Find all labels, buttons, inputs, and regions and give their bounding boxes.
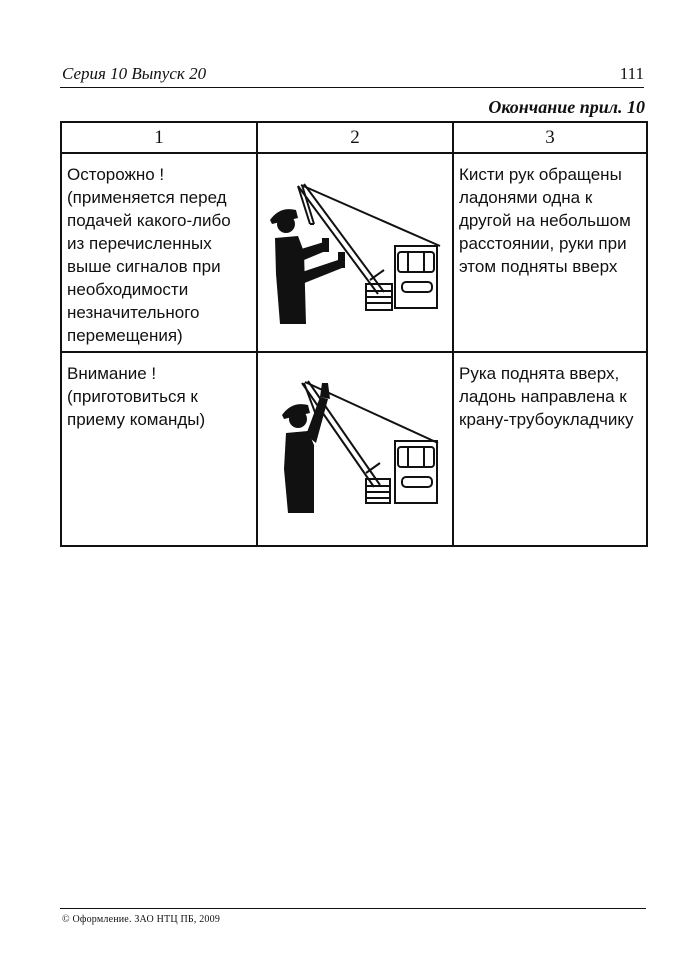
column-header: 1 xyxy=(61,122,257,153)
signal-description-cell: Рука поднята вверх, ладонь направлена к крану-трубоукладчику xyxy=(453,352,647,546)
signal-name-cell: Внимание ! (приготовиться к приему команды) xyxy=(61,352,257,546)
column-header: 3 xyxy=(453,122,647,153)
signal-description-cell: Кисти рук обращены ладонями одна к другой на небольшом расстоянии, руки при этом подняты вверх xyxy=(453,153,647,352)
attention-signal-illustration xyxy=(258,353,454,532)
footer-divider xyxy=(60,908,646,909)
page-number: 111 xyxy=(619,64,644,83)
column-header: 2 xyxy=(257,122,453,153)
table-row xyxy=(61,352,647,546)
header-divider xyxy=(60,87,644,88)
illustration-cell xyxy=(257,153,453,352)
signals-table xyxy=(60,121,648,547)
copyright-footer: © Оформление. ЗАО НТЦ ПБ, 2009 xyxy=(62,914,221,925)
series-label: Серия 10 Выпуск 20 xyxy=(62,64,207,83)
appendix-caption: Окончание прил. 10 xyxy=(488,97,645,117)
signal-name-cell: Осторожно ! (применяется перед подачей какого-либо из перечисленных выше сигналов при необходимости незначительного перемещения) xyxy=(61,153,257,352)
caution-signal-illustration xyxy=(258,154,454,337)
table-row xyxy=(61,153,647,352)
table-header-row xyxy=(61,122,647,153)
illustration-cell xyxy=(257,352,453,546)
